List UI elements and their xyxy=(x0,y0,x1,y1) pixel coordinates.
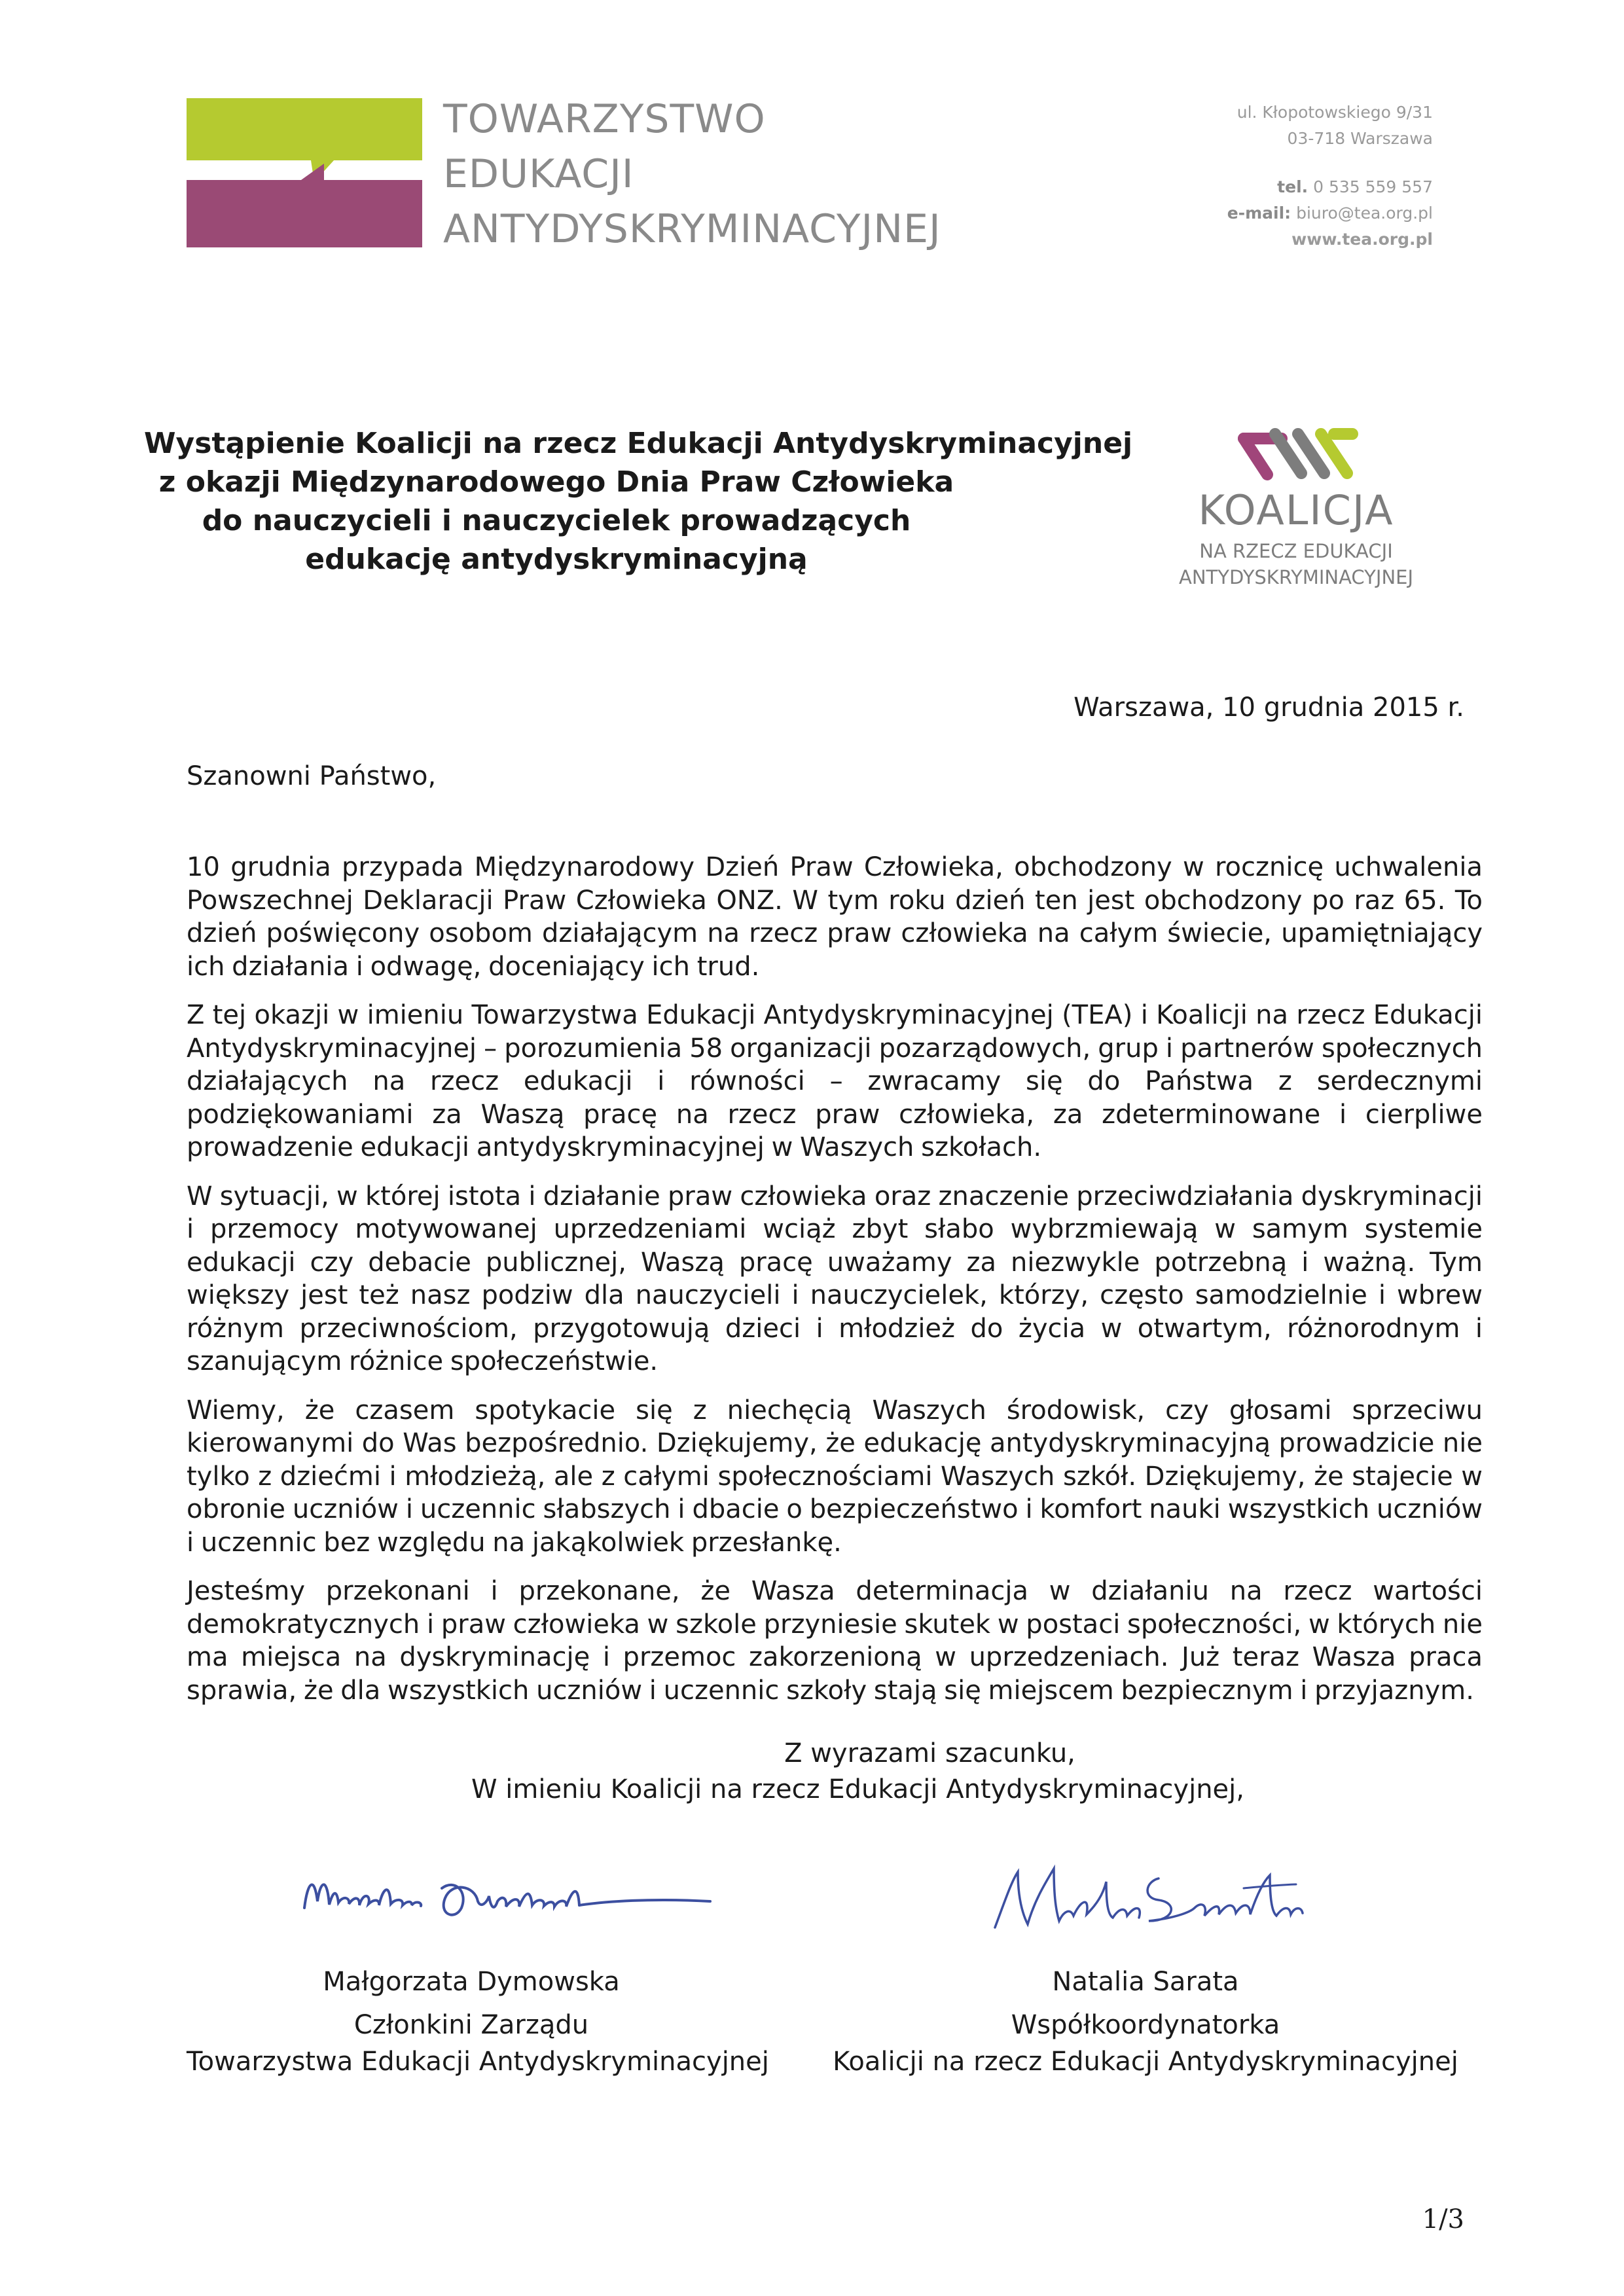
title-line1: Wystąpienie Koalicji na rzecz Edukacji Antydyskryminacyjnej xyxy=(144,427,1133,460)
letter-body xyxy=(187,851,1483,1723)
tea-logo-line2: EDUKACJI xyxy=(443,151,634,197)
closing-line1: Z wyrazami szacunku, xyxy=(784,1738,1075,1768)
tea-logo-line1: TOWARZYSTWO xyxy=(443,96,766,142)
contact-email-label: e-mail: xyxy=(1227,204,1291,223)
tea-logo-mark-icon xyxy=(187,98,422,249)
salutation: Szanowni Państwo, xyxy=(187,761,437,791)
signer-name: Małgorzata Dymowska xyxy=(323,1967,620,1997)
closing-line2: W imieniu Koalicji na rzecz Edukacji Antydyskryminacyjnej, xyxy=(471,1774,1244,1804)
title-line3: do nauczycieli i nauczycielek prowadzących xyxy=(202,504,911,537)
contact-web: www.tea.org.pl xyxy=(1291,230,1433,249)
tea-logo xyxy=(187,92,946,255)
signer-role: Członkini Zarządu xyxy=(353,2010,589,2040)
koalicja-name: KOALICJA xyxy=(1198,486,1394,534)
paragraph: 10 grudnia przypada Międzynarodowy Dzień Praw Człowieka, obchodzony w rocznicę uchwalenia Powszechnej Deklaracji Praw Człowieka ONZ. W tym roku dzień ten jest obchodzony po raz 65. To dzień poświęcony osobom działającym na rzecz praw człowieka na całym świecie, upamiętniający ich działania i odwagę, doceniający ich trud. xyxy=(187,852,1483,982)
title-line4: edukację antydyskryminacyjną xyxy=(305,543,808,576)
signer-name: Natalia Sarata xyxy=(1052,1967,1239,1997)
page-number: 1/3 xyxy=(1422,2204,1464,2234)
contact-tel-label: tel. xyxy=(1277,177,1308,196)
contact-tel xyxy=(1227,174,1433,200)
signer-org: Koalicji na rzecz Edukacji Antydyskryminacyjnej xyxy=(833,2047,1458,2077)
title-line2: z okazji Międzynarodowego Dnia Praw Człowieka xyxy=(158,465,954,499)
letter-title xyxy=(144,424,1133,579)
letter-date: Warszawa, 10 grudnia 2015 r. xyxy=(1074,692,1464,723)
signer-left xyxy=(187,1960,769,2077)
signer-role: Współkoordynatorka xyxy=(1011,2010,1280,2040)
signature-sarata xyxy=(982,1856,1322,1941)
signature-dymowska xyxy=(298,1862,717,1934)
paragraph: W sytuacji, w której istota i działanie praw człowieka oraz znaczenie przeciwdziałania dyskryminacji i przemocy motywowanej uprzedzeniami wciąż zbyt słabo wybrzmiewają w samym systemie edukacji czy debacie publicznej, Waszą pracę uważamy za niezwykle potrzebną i ważną. Tym większy jest też nasz podziw dla nauczycieli i nauczycielek, którzy, często samodzielnie i wbrew różnym przeciwnościom, przygotowują dzieci i młodzież do życia w otwartym, różnorodnym i szanującym różnice społeczeństwie. xyxy=(187,1181,1483,1376)
paragraph: Wiemy, że czasem spotykacie się z niechęcią Waszych środowisk, czy głosami sprzeciwu kierowanymi do Was bezpośrednio. Dziękujemy, że edukację antydyskryminacyjną prowadzicie nie tylko z dziećmi i młodzieżą, ale z całymi społecznościami Waszych szkół. Dziękujemy, że stajecie w obronie uczniów i uczennic słabszych i dbacie o bezpieczeństwo i komfort nauki wszystkich uczniów i uczennic bez względu na jakąkolwiek przesłankę. xyxy=(187,1395,1483,1558)
koalicja-sub2: ANTYDYSKRYMINACYJNEJ xyxy=(1178,566,1414,588)
koalicja-logo xyxy=(1139,409,1453,605)
tea-logo-text xyxy=(443,92,941,257)
signer-right xyxy=(831,1960,1460,2077)
contact-email-value: biuro@tea.org.pl xyxy=(1296,204,1433,223)
koalicja-mark-icon xyxy=(1236,422,1360,484)
contact-city: 03-718 Warszawa xyxy=(1287,129,1433,148)
contact-block xyxy=(1227,99,1433,253)
signer-org: Towarzystwa Edukacji Antydyskryminacyjnej xyxy=(187,2047,769,2077)
paragraph: Z tej okazji w imieniu Towarzystwa Edukacji Antydyskryminacyjnej (TEA) i Koalicji na rzecz Edukacji Antydyskryminacyjnej – porozumienia 58 organizacji pozarządowych, grup i partnerów społecznych działających na rzecz edukacji i równości – zwracamy się do Państwa z serdecznymi podziękowaniami za Waszą pracę na rzecz praw człowieka, za zdeterminowane i cierpliwe prowadzenie edukacji antydyskryminacyjnej w Waszych szkołach. xyxy=(187,1000,1483,1162)
contact-email xyxy=(1227,200,1433,226)
tea-logo-line3: ANTYDYSKRYMINACYJNEJ xyxy=(443,206,941,252)
contact-tel-value: 0 535 559 557 xyxy=(1313,177,1433,196)
koalicja-sub1: NA RZECZ EDUKACJI xyxy=(1199,540,1393,562)
paragraph: Jesteśmy przekonani i przekonane, że Wasza determinacja w działaniu na rzecz wartości demokratycznych i praw człowieka w szkole przyniesie skutek w postaci społeczności, w których nie ma miejsca na dyskryminację i przemoc zakorzenioną w uprzedzeniach. Już teraz Wasza praca sprawia, że dla wszystkich uczniów i uczennic szkoły stają się miejscem bezpiecznym i przyjaznym. xyxy=(187,1576,1483,1706)
contact-street: ul. Kłopotowskiego 9/31 xyxy=(1236,103,1433,122)
